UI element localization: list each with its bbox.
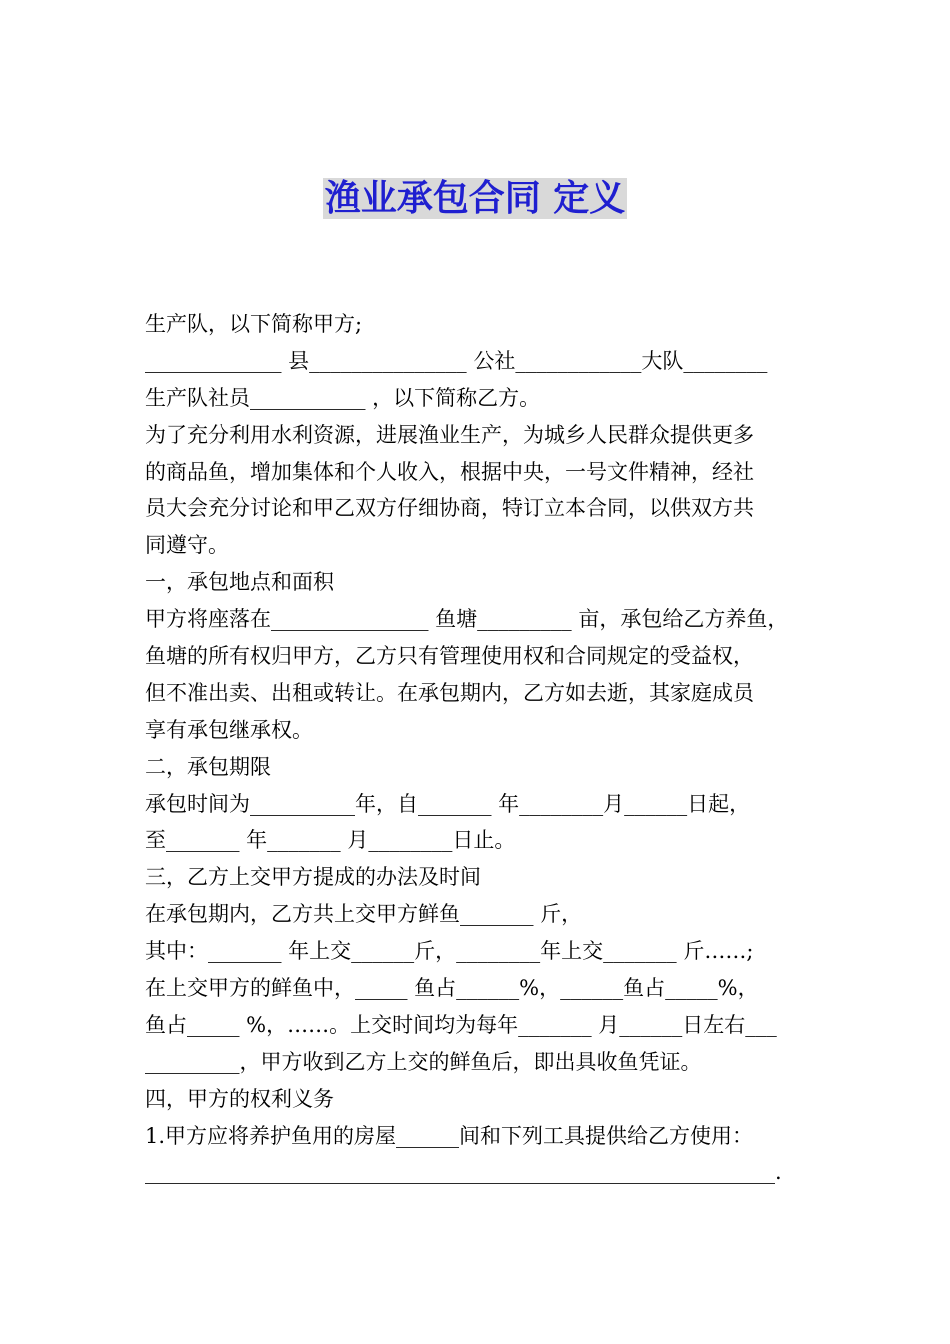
section-heading: 四，甲方的权利义务 xyxy=(145,1086,334,1111)
text-line: 在承包期内，乙方共上交甲方鲜鱼_______ 斤， xyxy=(145,902,583,927)
text-line: 的商品鱼，增加集体和个人收入，根据中央，一号文件精神，经社 xyxy=(145,459,754,484)
text-line: 1.甲方应将养护鱼用的房屋______间和下列工具提供给乙方使用： xyxy=(145,1123,754,1148)
text-line: _____________ 县_______________ 公社____________大队________ xyxy=(145,348,768,373)
text-line: 为了充分利用水利资源，进展渔业生产，为城乡人民群众提供更多 xyxy=(145,422,754,447)
text-line: 其中：_______ 年上交______斤，________年上交_______ 斤……; xyxy=(145,939,754,964)
text-line: 同遵守。 xyxy=(145,533,229,558)
text-line: 员大会充分讨论和甲乙双方仔细协商，特订立本合同，以供双方共 xyxy=(145,496,754,521)
document-body xyxy=(145,306,835,1191)
text-line: 在上交甲方的鲜鱼中，_____ 鱼占______%，______鱼占_____%， xyxy=(145,976,759,1001)
text-line: ____________________________________________________________. xyxy=(145,1160,782,1185)
text-line: _________，甲方收到乙方上交的鲜鱼后，即出具收鱼凭证。 xyxy=(145,1049,702,1074)
text-line: 鱼占_____ %，……。上交时间均为每年_______ 月______日左右___ xyxy=(145,1012,777,1037)
section-heading: 三，乙方上交甲方提成的办法及时间 xyxy=(145,865,481,890)
text-line: 享有承包继承权。 xyxy=(145,717,313,742)
document-title xyxy=(0,176,950,222)
section-heading: 一，承包地点和面积 xyxy=(145,570,334,595)
title-text: 渔业承包合同 定义 xyxy=(324,178,626,219)
text-line: 承包时间为__________年，自_______ 年________月______日起， xyxy=(145,791,751,816)
text-line: 生产队，以下简称甲方; xyxy=(145,312,363,336)
text-line: 但不准出卖、出租或转让。在承包期内，乙方如去逝，其家庭成员 xyxy=(145,680,754,705)
text-line: 鱼塘的所有权归甲方，乙方只有管理使用权和合同规定的受益权， xyxy=(145,644,754,669)
section-heading: 二，承包期限 xyxy=(145,754,271,779)
text-line: 甲方将座落在_______________ 鱼塘_________ 亩，承包给乙方养鱼， xyxy=(145,607,789,632)
text-line: 生产队社员___________ ，以下简称乙方。 xyxy=(145,385,541,410)
text-line: 至_______ 年_______ 月________日止。 xyxy=(145,828,516,853)
